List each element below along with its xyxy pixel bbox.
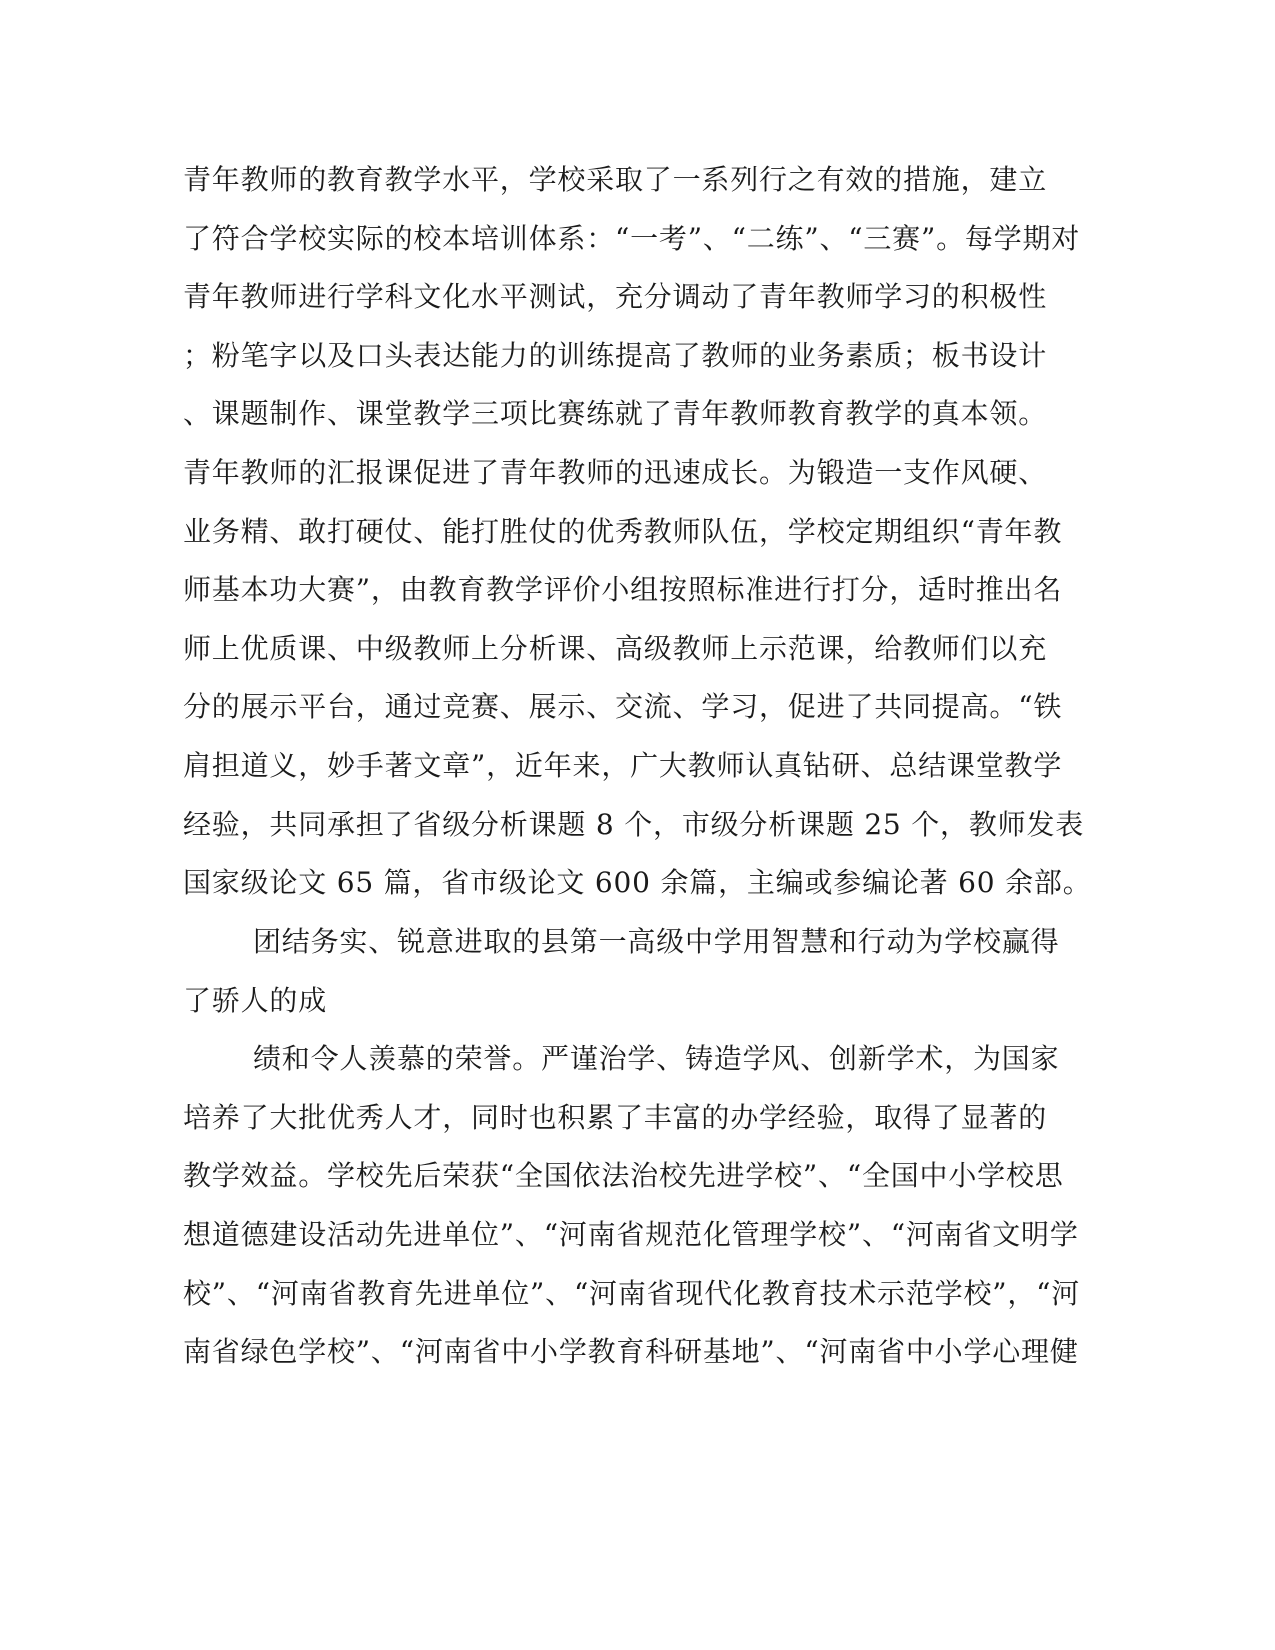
paragraph-line: 分的展示平台，通过竞赛、展示、交流、学习，促进了共同提高。“铁 [183,690,1063,723]
paragraph-line: 师上优质课、中级教师上分析课、高级教师上示范课，给教师们以充 [183,632,1048,665]
paragraph-line: 、课题制作、课堂教学三项比赛练就了青年教师教育教学的真本领。 [183,397,1048,430]
paragraph-line: 想道德建设活动先进单位”、“河南省规范化管理学校”、“河南省文明学 [183,1218,1079,1251]
paragraph-line: 青年教师的汇报课促进了青年教师的迅速成长。为锻造一支作风硬、 [183,456,1048,489]
paragraph-line: 校”、“河南省教育先进单位”、“河南省现代化教育技术示范学校”，“河 [183,1277,1081,1310]
paragraph-line: 绩和令人羡慕的荣誉。严谨治学、铸造学风、创新学术，为国家 [253,1042,1060,1075]
paragraph-line: 了骄人的成 [183,984,328,1017]
paragraph-line: 青年教师进行学科文化水平测试，充分调动了青年教师学习的积极性 [183,280,1048,313]
paragraph-line: 经验，共同承担了省级分析课题 8 个，市级分析课题 25 个，教师发表 [183,808,1085,841]
paragraph-line: 业务精、敢打硬仗、能打胜仗的优秀教师队伍，学校定期组织“青年教 [183,515,1063,548]
paragraph-line: 肩担道义，妙手著文章”，近年来，广大教师认真钻研、总结课堂教学 [183,749,1063,782]
paragraph-line: 教学效益。学校先后荣获“全国依法治校先进学校”、“全国中小学校思 [183,1159,1064,1192]
paragraph-line: 培养了大批优秀人才，同时也积累了丰富的办学经验，取得了显著的 [183,1101,1048,1134]
paragraph-line: 了符合学校实际的校本培训体系：“一考”、“二练”、“三赛”。每学期对 [183,222,1081,255]
paragraph-line: 国家级论文 65 篇，省市级论文 600 余篇，主编或参编论著 60 余部。 [183,866,1092,899]
paragraph-line: 团结务实、锐意进取的县第一高级中学用智慧和行动为学校赢得 [253,925,1060,958]
paragraph-line: 青年教师的教育教学水平，学校采取了一系列行之有效的措施，建立 [183,163,1048,196]
paragraph-line: 南省绿色学校”、“河南省中小学教育科研基地”、“河南省中小学心理健 [183,1335,1079,1368]
paragraph-line: 师基本功大赛”，由教育教学评价小组按照标准进行打分，适时推出名 [183,573,1063,606]
paragraph-line: ；粉笔字以及口头表达能力的训练提高了教师的业务素质；板书设计 [183,339,1048,372]
